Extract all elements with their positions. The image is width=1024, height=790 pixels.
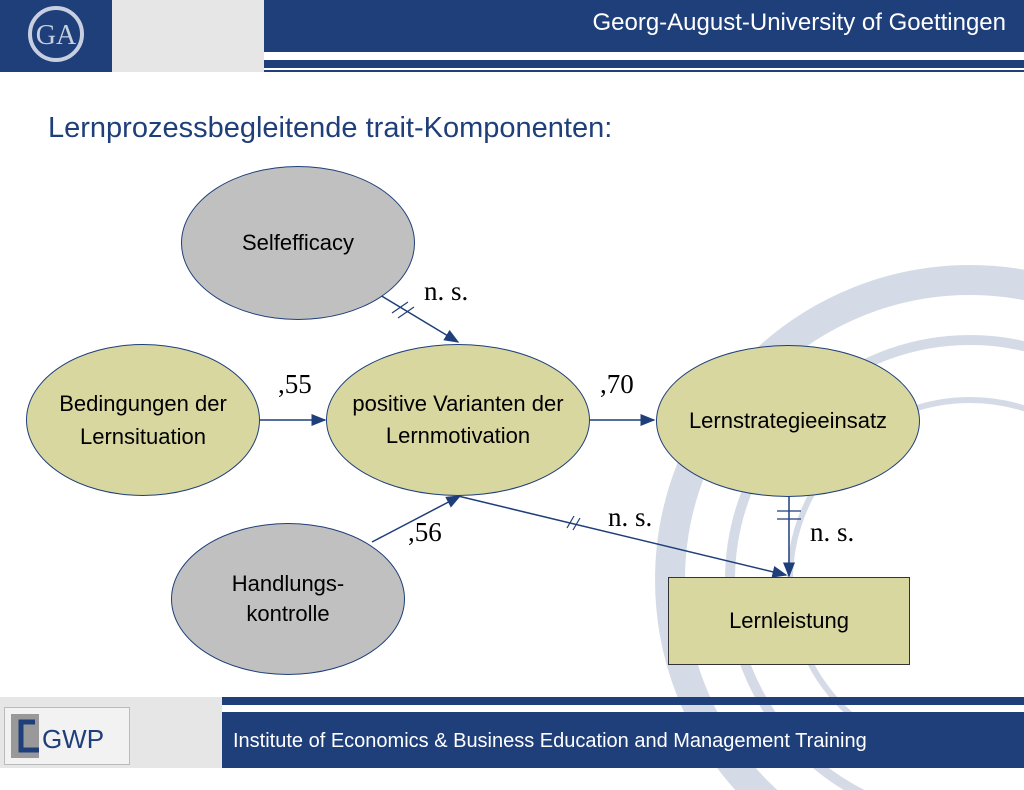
node-motivation [326, 344, 590, 496]
node-selfefficacy-label: Selfefficacy [241, 230, 355, 255]
node-bedingungen-label: Bedingungen der Lernsituation [59, 391, 227, 449]
coef-motivation-lernstrategie: ,70 [600, 369, 634, 399]
slide-title: Lernprozessbegleitende trait-Komponenten: [48, 112, 613, 144]
svg-text:GWP: GWP [41, 724, 105, 754]
coef-bedingungen-motivation: ,55 [278, 369, 312, 399]
svg-text:GA: GA [35, 20, 77, 51]
coef-motivation-lernleistung: n. s. [608, 502, 653, 532]
gwp-logo-icon [5, 708, 129, 764]
node-lernstrategie-label: Lernstrategieeinsatz [688, 408, 888, 433]
coef-lernstrategie-lernleistung: n. s. [810, 517, 855, 547]
coef-handlung-motivation: ,56 [408, 517, 442, 547]
institute-name: Institute of Economics & Business Education and Management Training [233, 730, 867, 752]
footer-stripe [222, 697, 1024, 705]
node-lernleistung-label: Lernleistung [729, 608, 849, 633]
gwp-logo [4, 707, 130, 765]
node-motivation-label: positive Varianten der Lernmotivation [352, 391, 564, 448]
node-lernleistung [668, 577, 910, 665]
node-handlungskontrolle [171, 523, 405, 675]
node-lernstrategie [656, 345, 920, 497]
coef-selfefficacy-motivation: n. s. [424, 276, 469, 306]
break-mark-2 [398, 307, 414, 318]
node-selfefficacy [181, 166, 415, 320]
node-handlungskontrolle-label: Handlungs- kontrolle [231, 571, 345, 626]
university-title: Georg-August-University of Goettingen [592, 9, 1006, 36]
node-bedingungen [26, 344, 260, 496]
